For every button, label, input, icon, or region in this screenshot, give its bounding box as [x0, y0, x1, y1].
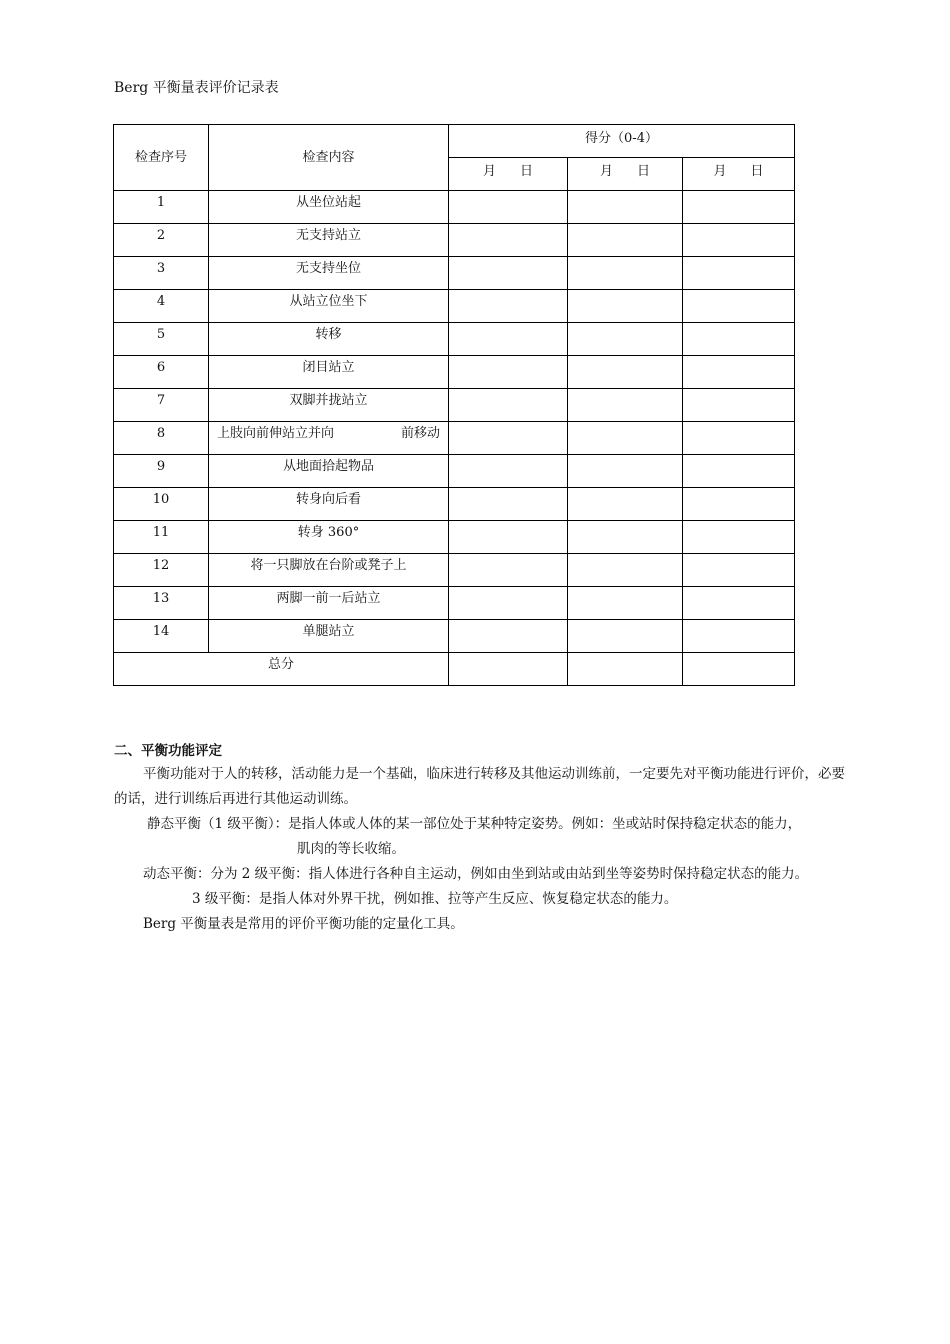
score-cell[interactable] — [568, 323, 683, 356]
row-content: 无支持坐位 — [209, 257, 449, 290]
header-date-1: 月 日 — [449, 158, 568, 191]
score-cell[interactable] — [449, 191, 568, 224]
row-seq: 8 — [114, 422, 209, 455]
row-seq: 3 — [114, 257, 209, 290]
table-row — [114, 257, 795, 290]
row-content: 从坐位站起 — [209, 191, 449, 224]
table-row — [114, 554, 795, 587]
score-cell[interactable] — [449, 356, 568, 389]
score-cell[interactable] — [683, 389, 795, 422]
table-row — [114, 521, 795, 554]
score-cell[interactable] — [568, 389, 683, 422]
row-content: 转身向后看 — [209, 488, 449, 521]
score-cell[interactable] — [568, 488, 683, 521]
row-seq: 14 — [114, 620, 209, 653]
score-cell[interactable] — [449, 620, 568, 653]
static-balance-line: 静态平衡（1 级平衡）：是指人体或人体的某一部位处于某种特定姿势。例如：坐或站时保持稳定状态的能力， — [147, 816, 802, 832]
table-row — [114, 389, 795, 422]
score-cell[interactable] — [683, 554, 795, 587]
row-seq: 11 — [114, 521, 209, 554]
score-cell[interactable] — [683, 191, 795, 224]
table-row — [114, 587, 795, 620]
score-cell[interactable] — [449, 455, 568, 488]
score-cell[interactable] — [449, 488, 568, 521]
berg-score-table — [113, 124, 795, 686]
score-cell[interactable] — [449, 257, 568, 290]
table-row — [114, 422, 795, 455]
row-seq: 13 — [114, 587, 209, 620]
row-seq: 2 — [114, 224, 209, 257]
score-cell[interactable] — [449, 290, 568, 323]
static-balance-line-2: 肌肉的等长收缩。 — [297, 841, 405, 857]
total-label: 总分 — [114, 653, 449, 686]
row-content-part-b: 前移动 — [400, 426, 440, 441]
score-cell[interactable] — [449, 323, 568, 356]
score-cell[interactable] — [568, 257, 683, 290]
row-content — [209, 422, 449, 455]
score-cell[interactable] — [568, 191, 683, 224]
row-seq: 9 — [114, 455, 209, 488]
score-cell[interactable] — [449, 422, 568, 455]
table-row — [114, 323, 795, 356]
table-row — [114, 356, 795, 389]
score-cell[interactable] — [568, 224, 683, 257]
score-cell[interactable] — [449, 521, 568, 554]
score-cell[interactable] — [449, 389, 568, 422]
row-content: 转身 360° — [209, 521, 449, 554]
score-cell[interactable] — [683, 290, 795, 323]
section-heading: 二、平衡功能评定 — [114, 743, 222, 759]
row-content: 双脚并拢站立 — [209, 389, 449, 422]
row-seq: 4 — [114, 290, 209, 323]
score-cell[interactable] — [683, 257, 795, 290]
document-title: Berg 平衡量表评价记录表 — [114, 80, 279, 96]
row-content: 两脚一前一后站立 — [209, 587, 449, 620]
score-cell[interactable] — [683, 422, 795, 455]
score-cell[interactable] — [568, 422, 683, 455]
score-cell[interactable] — [449, 554, 568, 587]
total-score-cell[interactable] — [683, 653, 795, 686]
score-cell[interactable] — [568, 521, 683, 554]
berg-scale-line: Berg 平衡量表是常用的评价平衡功能的定量化工具。 — [143, 916, 464, 932]
score-cell[interactable] — [568, 620, 683, 653]
score-cell[interactable] — [683, 224, 795, 257]
header-content: 检查内容 — [209, 125, 449, 191]
header-date-3: 月 日 — [683, 158, 795, 191]
table-row — [114, 455, 795, 488]
row-seq: 7 — [114, 389, 209, 422]
table-row — [114, 191, 795, 224]
score-cell[interactable] — [568, 290, 683, 323]
total-score-cell[interactable] — [449, 653, 568, 686]
header-date-2: 月 日 — [568, 158, 683, 191]
row-content: 单腿站立 — [209, 620, 449, 653]
row-seq: 12 — [114, 554, 209, 587]
score-cell[interactable] — [449, 587, 568, 620]
score-cell[interactable] — [683, 488, 795, 521]
balance-assessment-section — [114, 740, 854, 937]
score-cell[interactable] — [568, 455, 683, 488]
row-content: 无支持站立 — [209, 224, 449, 257]
score-cell[interactable] — [683, 587, 795, 620]
score-cell[interactable] — [683, 323, 795, 356]
row-content: 闭目站立 — [209, 356, 449, 389]
row-content: 从站立位坐下 — [209, 290, 449, 323]
score-cell[interactable] — [683, 521, 795, 554]
row-content: 将一只脚放在台阶或凳子上 — [209, 554, 449, 587]
row-content: 从地面拾起物品 — [209, 455, 449, 488]
score-cell[interactable] — [449, 224, 568, 257]
total-score-cell[interactable] — [568, 653, 683, 686]
score-cell[interactable] — [568, 356, 683, 389]
table-row — [114, 488, 795, 521]
score-cell[interactable] — [683, 455, 795, 488]
dynamic-balance-line: 动态平衡：分为 2 级平衡：指人体进行各种自主运动，例如由坐到站或由站到坐等姿势时保持稳定状态的能力。 — [143, 866, 809, 882]
row-seq: 5 — [114, 323, 209, 356]
score-cell[interactable] — [568, 587, 683, 620]
table-row — [114, 290, 795, 323]
score-cell[interactable] — [683, 620, 795, 653]
row-seq: 10 — [114, 488, 209, 521]
table-row — [114, 620, 795, 653]
row-content: 转移 — [209, 323, 449, 356]
header-score: 得分（0-4） — [449, 125, 795, 158]
intro-paragraph: 平衡功能对于人的转移，活动能力是一个基础，临床进行转移及其他运动训练前，一定要先对平衡功能进行评价，必要的话，进行训练后再进行其他运动训练。 — [114, 766, 845, 807]
level3-balance-line: 3 级平衡：是指人体对外界干扰，例如推、拉等产生反应、恢复稳定状态的能力。 — [192, 891, 678, 907]
row-seq: 1 — [114, 191, 209, 224]
score-cell[interactable] — [683, 356, 795, 389]
row-seq: 6 — [114, 356, 209, 389]
row-content-part-a: 上肢向前伸站立并向 — [217, 426, 335, 441]
score-cell[interactable] — [568, 554, 683, 587]
table-row — [114, 224, 795, 257]
header-seq: 检查序号 — [114, 125, 209, 191]
